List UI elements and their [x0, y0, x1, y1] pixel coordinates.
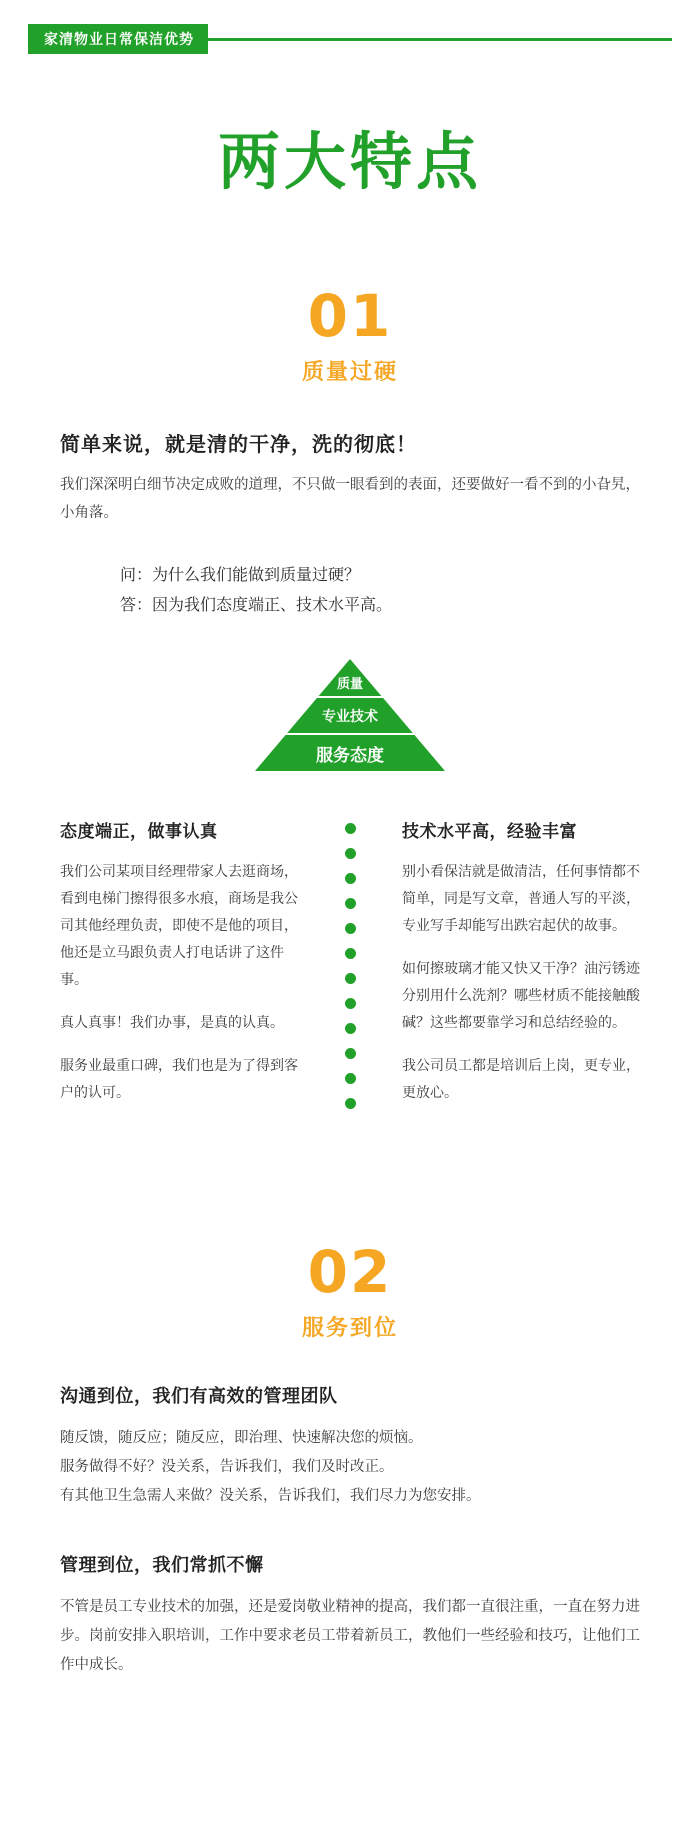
column-right-paragraph-3: 我公司员工都是培训后上岗，更专业，更放心。 [402, 1057, 640, 1100]
dot-divider [298, 817, 402, 1123]
section-02-content [0, 1382, 700, 1680]
section-02 [0, 1238, 700, 1680]
section-01 [0, 282, 700, 1123]
divider-dot [345, 873, 356, 884]
block-2-line-1: 不管是员工专业技术的加强，还是爱岗敬业精神的提高，我们都一直很注重，一直在努力进步。岗前安排入职培训，工作中要求老员工带着新员工，教他们一些经验和技巧，让他们工作中成长。 [60, 1599, 640, 1673]
block-1-line-2: 服务做得不好？没关系，告诉我们，我们及时改正。 [60, 1459, 394, 1475]
section-01-number: 01 [307, 282, 393, 350]
divider-dot [345, 898, 356, 909]
comparison-column-right [402, 817, 640, 1106]
section-01-lead: 简单来说，就是清的干净，洗的彻底！ [60, 434, 417, 456]
pyramid-label-bottom: 服务态度 [316, 746, 384, 765]
divider-dot [345, 973, 356, 984]
divider-dot [345, 1098, 356, 1109]
column-right-title: 技术水平高，经验丰富 [402, 822, 577, 841]
pyramid-label-top: 质量 [336, 676, 363, 691]
block-2-title: 管理到位，我们常抓不懈 [60, 1555, 264, 1575]
block-1-body [60, 1424, 640, 1511]
section-01-paragraph: 我们深深明白细节决定成败的道理，不只做一眼看到的表面，还要做好一看不到的小旮旯，小角落。 [60, 477, 640, 521]
header-tag-label: 家清物业日常保洁优势 [28, 24, 208, 54]
pyramid-divider-top [315, 696, 385, 698]
block-1-line-3: 有其他卫生急需人来做？没关系，告诉我们，我们尽力为您安排。 [60, 1488, 481, 1504]
pyramid-diagram-area [60, 659, 640, 771]
comparison-columns [60, 817, 640, 1123]
block-1-line-1: 随反馈，随反应；随反应，即治理、快速解决您的烦恼。 [60, 1430, 423, 1446]
column-left-paragraph-2: 真人真事！我们办事，是真的认真。 [60, 1014, 284, 1030]
column-left-title: 态度端正，做事认真 [60, 822, 218, 841]
pyramid-diagram [255, 659, 445, 771]
bottom-spacer [0, 1680, 700, 1740]
column-right-paragraph-2: 如何擦玻璃才能又快又干净？油污锈迹分别用什么洗剂？哪些材质不能接触酸碱？这些都要靠学习和总结经验的。 [402, 960, 640, 1030]
divider-dot [345, 1048, 356, 1059]
divider-dot [345, 1023, 356, 1034]
section-01-content [0, 428, 700, 1123]
column-left-paragraph-3: 服务业最重口碑，我们也是为了得到客户的认可。 [60, 1057, 298, 1100]
column-left-paragraph-1: 我们公司某项目经理带家人去逛商场，看到电梯门擦得很多水痕，商场是我公司其他经理负责，即使不是他的项目，他还是立马跟负责人打电话讲了这件事。 [60, 863, 298, 987]
block-1-title: 沟通到位，我们有高效的管理团队 [60, 1386, 338, 1406]
divider-dot [345, 948, 356, 959]
page-header [0, 24, 700, 54]
section-02-number: 02 [307, 1238, 393, 1306]
pyramid-label-middle: 专业技术 [322, 708, 378, 724]
section-02-subtitle: 服务到位 [301, 1315, 398, 1340]
qa-question: 问：为什么我们能做到质量过硬？ [120, 567, 361, 584]
divider-dot [345, 923, 356, 934]
section-01-qa [60, 561, 640, 621]
divider-dot [345, 998, 356, 1009]
block-2-body [60, 1593, 640, 1680]
divider-dot [345, 823, 356, 834]
section-01-subtitle: 质量过硬 [301, 359, 398, 384]
comparison-column-left [60, 817, 298, 1106]
divider-dot [345, 1073, 356, 1084]
divider-dot [345, 848, 356, 859]
page-title: 两大特点 [217, 125, 482, 198]
column-right-paragraph-1: 别小看保洁就是做清洁，任何事情都不简单，同是写文章，普通人写的平淡，专业写手却能写出跌宕起伏的故事。 [402, 863, 640, 933]
pyramid-divider-bottom [283, 733, 417, 735]
qa-answer: 答：因为我们态度端正、技术水平高。 [120, 597, 393, 614]
